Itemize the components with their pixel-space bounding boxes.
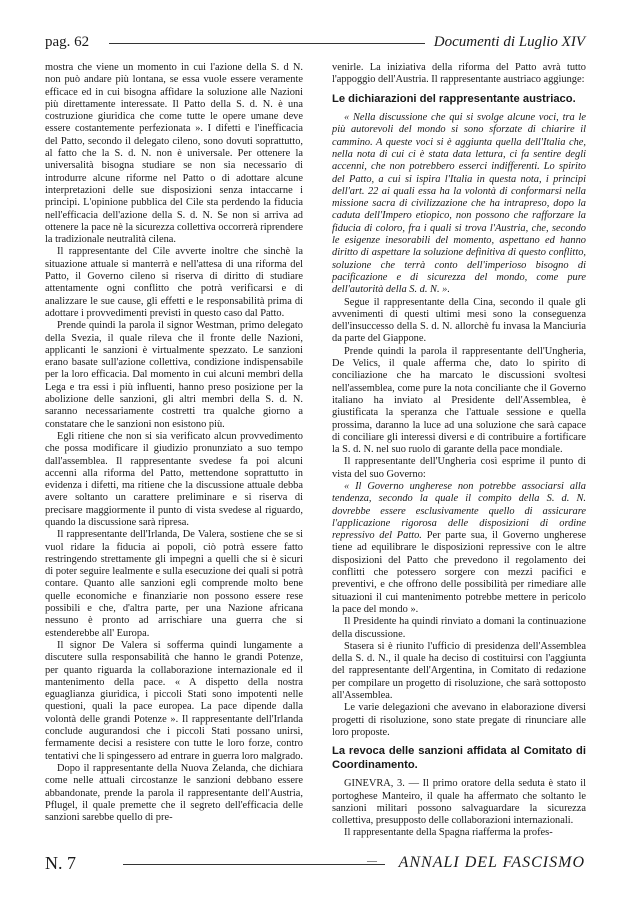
paragraph: Egli ritiene che non si sia verificato alcun provvedimento che possa modificare il giudizio pronunziato a suo tempo dall'assemblea. Il rappresentante svedese fa poi alcuni accenni alla riforma del Patto, mettendone soprattutto in evidenza i difetti, ma ritiene che la discussione attuale debba avere soltanto un carattere preliminare e si riserva di precisare maggiormente il punto di vista svedese al riguardo, quando la discussione sarà ripresa. — [45, 430, 303, 528]
section-heading: Le dichiarazioni del rappresentante austriaco. — [332, 92, 576, 105]
paragraph: Stasera si è riunito l'ufficio di presidenza dell'Assemblea della S. d. N., il quale ha deciso di costituirsi con l'aggiunta del rappresentante dell'Argentina, in Comitato di redazione per compilare un progetto di risoluzione, che sarà sottoposto all'Assemblea. — [332, 640, 586, 702]
page-footer — [45, 853, 585, 875]
quote-austria: « Nella discussione che qui si svolge alcune voci, tra le più autorevoli del mondo si sono sforzate di chiarire il cammino. A queste voci si è aggiunta quella dell'Italia che, nella nota di cui ci è stata data lettura, ci fa sentire degli accenni, che non potrebbero esserci indifferenti. Lo spirito del Patto, a cui si ispira l'Italia in questa nota, i principi dell'art. 22 ai quali essa ha la volontà di conformarsi nella missione sacra di civilizzazione che ha intrapreso, dopo la caduta dell'Impero etiopico, non possono che rafforzare la fiducia di coloro, fra i quali si trova l'Austria, che, secondo le esigenze inesorabili del momento, aspettano ed hanno diritto di aspettare la soluzione definitiva di questo conflitto, soluzione che terrà conto dell'imperioso bisogno di pacificazione e di sicurezza del mondo, come pure dell'autorità della S. d. N. ». — [332, 112, 586, 296]
paragraph: Il Presidente ha quindi rinviato a domani la continuazione della discussione. — [332, 616, 586, 640]
paragraph: mostra che viene un momento in cui l'azione della S. d N. non può andare più lontana, se essa vuole essere veramente efficace ed in cui bisogna affidare la soluzione alle Nazioni più direttamente interessate. Il Patto della S. d. N. è una costruzione giuridica che come tutte le opere umane deve essere costantemente perfezionata ». I difetti e l'inefficacia del Patto, secondo il delegato cileno, sono dovuti soprattutto, al fatto che la S. d. N. non è universale. Per ottenere la universalità bisogna studiare se non sia necessario di introdurre alcune riforme nel Patto o di adottare alcune interpretazioni delle sue disposizioni senza intaccarne i principi. L'opinione pubblica del Cile sta perdendo la fiducia nell'efficacia dell'azione della S. d. N. Se non si arriva ad ottenere la pace nè la sicurezza collettiva occorrerà riprendere la tradizionale neutralità cilena. — [45, 62, 303, 246]
page-header — [45, 34, 585, 54]
quote-roman: Per parte sua, il Governo ungherese tiene ad equilibrare le disposizioni repressive con le altre disposizioni del Patto che prevedono il regolamento dei conflitti che potessero sorgere con mezzi pacifici e preventivi, e che offrono delle possibilità per rimediare alle situazioni il cui mantenimento potrebbe mettere in pericolo la pace del mondo ». — [332, 530, 587, 615]
paragraph: Il rappresentante del Cile avverte inoltre che sinchè la situazione attuale si manterrà e nell'attesa di una riforma del Patto, il Governo cileno si riserva di diritto di studiare attentamente ogni conflitto che potrà verificarsi e di analizzare le sue cause, gli effetti e le responsabilità prima di adottare i provvedimenti previsti in questo caso dal Patto. — [45, 246, 303, 319]
paragraph: Prende quindi la parola il rappresentante dell'Ungheria, De Velics, il quale afferma che, dato lo spirito di conciliazione che ha marcato le discussioni svoltesi nell'assemblea, come pure la nota conciliante che il Governo italiano ha inviato al Presidente dell'Assemblea, è giustificata la speranza che l'attuale sessione e quella prossima, daranno la luce ad una soluzione che sarà capace di conciliare gli interessi diversi e di contribuire a fortificare la S. d. N. nel suo ruolo di garante della pace mondiale. — [332, 345, 586, 456]
footer-mark: — — [367, 856, 377, 867]
paragraph: venirle. La iniziativa della riforma del Patto avrà tutto l'appoggio dell'Austria. Il rappresentante austriaco aggiunge: — [332, 62, 586, 86]
paragraph: Le varie delegazioni che avevano in elaborazione diversi progetti di risoluzione, sono state pregate di rinunciare alle loro proposte. — [332, 702, 586, 738]
paragraph: Prende quindi la parola il signor Westman, primo delegato della Svezia, il quale rileva che il fronte delle Nazioni, applicanti le sanzioni è virtualmente spezzato. Le sanzioni erano basate sull'azione collettiva, condizione indispensabile per la loro efficacia. Dal momento in cui alcuni membri della Lega e tra essi i più influenti, hanno preso posizione per la abolizione delle sanzioni, gli altri membri della S. d. N. saranno necessariamente costretti tra qualche giorno a constatare che le sanzioni non esistono più. — [45, 320, 303, 430]
paragraph: Segue il rappresentante della Cina, secondo il quale gli avvenimenti di questi ultimi mesi sono la conseguenza dell'insuccesso della S. d. N. allorchè fu invasa la Manciuria da parte del Giappone. — [332, 296, 586, 345]
right-column — [332, 62, 586, 840]
paragraph: GINEVRA, 3. — Il primo oratore della seduta è stato il portoghese Manteiro, il quale ha affermato che soltanto le sanzioni militari possono salvaguardare la sicurezza collettiva, presupposto delle collaborazioni internazionali. — [332, 778, 586, 827]
footer-rule — [123, 864, 385, 865]
paragraph: Il rappresentante dell'Ungheria così esprime il punto di vista del suo Governo: — [332, 456, 586, 480]
paragraph: Il signor De Valera si sofferma quindi lungamente a discutere sulla responsabilità che hanno le grandi Potenze, per quanto riguarda la collaborazione internazionale ed il mantenimento della pace. « A dispetto della nostra eguaglianza giuridica, i piccoli Stati sono impotenti nelle questioni, quali la pace europea. La pace dipende dalla volontà delle grandi Potenze ». Il rappresentante dell'Irlanda conclude augurandosi che i piccoli Stati possano unirsi, fermamente decisi a resistere con tutte le loro forze, contro tentativi che li spingessero ad entrare in guerra loro malgrado. — [45, 639, 303, 762]
paragraph: Dopo il rappresentante della Nuova Zelanda, che dichiara come nelle attuali circostanze le sanzioni debbano essere abbandonate, prende la parola il rappresentante dell'Austria, Pflugel, il quale premette che il segreto dell'efficacia delle sanzioni sarebbe quello di pre- — [45, 762, 303, 824]
header-rule — [109, 43, 425, 44]
paragraph: Il rappresentante della Spagna riafferma la profes- — [344, 827, 553, 839]
left-column — [45, 62, 303, 824]
journal-title: ANNALI DEL FASCISMO — [398, 854, 585, 871]
section-heading: La revoca delle sanzioni affidata al Comitato di Coordinamento. — [332, 745, 586, 771]
paragraph: Il rappresentante dell'Irlanda, De Valera, sostiene che se si vuol ridare la fiducia ai popoli, ciò potrà essere fatto restringendo strettamente gli impegni a quelli che si è sicuri di poter seguire lealmente e sulla esecuzione dei quali si potrà contare. Quanto alle sanzioni egli comprende molto bene quelle economiche e finanziarie non possono essere rese possibili e che, d'altra parte, per una Nazione africana nessuno è pronto ad arrischiare una guerra che si estenderebbe all' Europa. — [45, 529, 303, 639]
page-number: pag. 62 — [45, 34, 90, 50]
running-title: Documenti di Luglio XIV — [433, 34, 585, 50]
quote-ungheria — [332, 481, 586, 616]
quote-italic: « Il Governo ungherese non potrebbe associarsi alla tendenza, secondo la quale il compito della S. d. N. dovrebbe essere esclusivamente quello di assicurare l'applicazione rigorosa delle disposizioni di ordine repressivo del Patto. — [332, 481, 586, 542]
issue-number: N. 7 — [45, 853, 76, 873]
